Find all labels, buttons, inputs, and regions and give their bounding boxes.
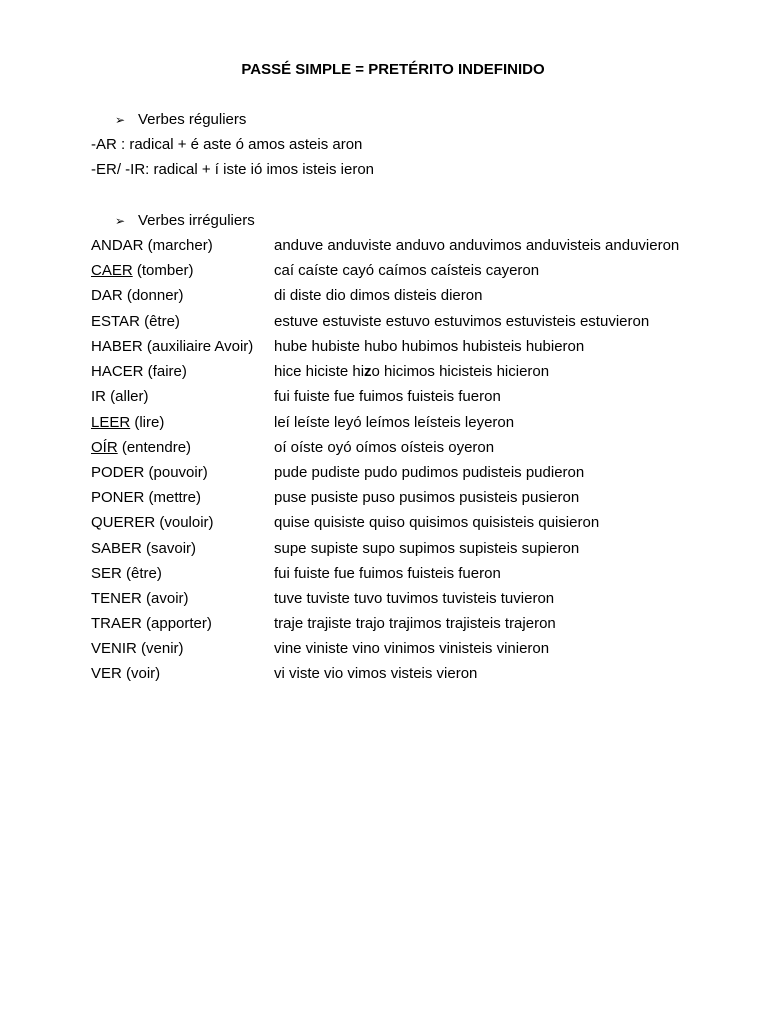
- verb-conjugation: estuve estuviste estuvo estuvimos estuvisteis estuvieron: [274, 313, 650, 330]
- verb-name: QUERER (vouloir): [91, 514, 214, 531]
- verb-name: TRAER (apporter): [91, 615, 212, 632]
- verb-conjugation: quise quisiste quiso quisimos quisisteis quisieron: [274, 514, 600, 531]
- regular-verbs-label: Verbes réguliers: [138, 111, 247, 128]
- verb-name: ANDAR (marcher): [91, 237, 213, 254]
- verb-conjugation: leí leíste leyó leímos leísteis leyeron: [274, 414, 515, 431]
- verb-conjugation: anduve anduviste anduvo anduvimos anduvisteis anduvieron: [274, 237, 680, 254]
- verb-name: PONER (mettre): [91, 489, 202, 506]
- verb-conjugation: oí oíste oyó oímos oísteis oyeron: [274, 439, 495, 456]
- verb-name: PODER (pouvoir): [91, 464, 208, 481]
- verb-conjugation: puse pusiste puso pusimos pusisteis pusieron: [274, 489, 580, 506]
- verb-name: LEER (lire): [91, 414, 165, 431]
- verb-conjugation: pude pudiste pudo pudimos pudisteis pudieron: [274, 464, 585, 481]
- verb-conjugation: caí caíste cayó caímos caísteis cayeron: [274, 262, 540, 279]
- verb-conjugation: tuve tuviste tuvo tuvimos tuvisteis tuvieron: [274, 590, 555, 607]
- arrow-bullet-icon: ➢: [115, 113, 126, 127]
- verb-name: SABER (savoir): [91, 540, 197, 557]
- verb-name: DAR (donner): [91, 287, 184, 304]
- verb-name: OÍR (entendre): [91, 439, 192, 456]
- ar-rule: -AR : radical + é aste ó amos asteis aron: [91, 136, 363, 153]
- verb-conjugation: hice hiciste hizo hicimos hicisteis hicieron: [274, 363, 550, 380]
- verb-name: HACER (faire): [91, 363, 187, 380]
- arrow-bullet-icon: ➢: [115, 214, 126, 228]
- page-title: PASSÉ SIMPLE = PRETÉRITO INDEFINIDO: [241, 61, 545, 78]
- verb-name: CAER (tomber): [91, 262, 194, 279]
- verb-name: IR (aller): [91, 388, 149, 405]
- verb-conjugation: fui fuiste fue fuimos fuisteis fueron: [274, 565, 501, 582]
- verb-conjugation: supe supiste supo supimos supisteis supieron: [274, 540, 580, 557]
- irregular-verbs-label: Verbes irréguliers: [138, 212, 255, 229]
- er-ir-rule: -ER/ -IR: radical + í iste ió imos isteis ieron: [91, 161, 375, 178]
- verb-name: SER (être): [91, 565, 162, 582]
- verb-conjugation: vine viniste vino vinimos vinisteis vinieron: [274, 640, 550, 657]
- verb-conjugation: traje trajiste trajo trajimos trajisteis trajeron: [274, 615, 556, 632]
- irregular-verbs-heading: [115, 212, 255, 230]
- verb-conjugation: vi viste vio vimos visteis vieron: [274, 665, 478, 682]
- verb-name: HABER (auxiliaire Avoir): [91, 338, 254, 355]
- verb-conjugation: fui fuiste fue fuimos fuisteis fueron: [274, 388, 501, 405]
- verb-name: TENER (avoir): [91, 590, 189, 607]
- verb-conjugation: di diste dio dimos disteis dieron: [274, 287, 483, 304]
- regular-verbs-heading: [115, 111, 246, 129]
- verb-name: ESTAR (être): [91, 313, 180, 330]
- verb-conjugation: hube hubiste hubo hubimos hubisteis hubieron: [274, 338, 585, 355]
- verb-name: VENIR (venir): [91, 640, 184, 657]
- verb-name: VER (voir): [91, 665, 161, 682]
